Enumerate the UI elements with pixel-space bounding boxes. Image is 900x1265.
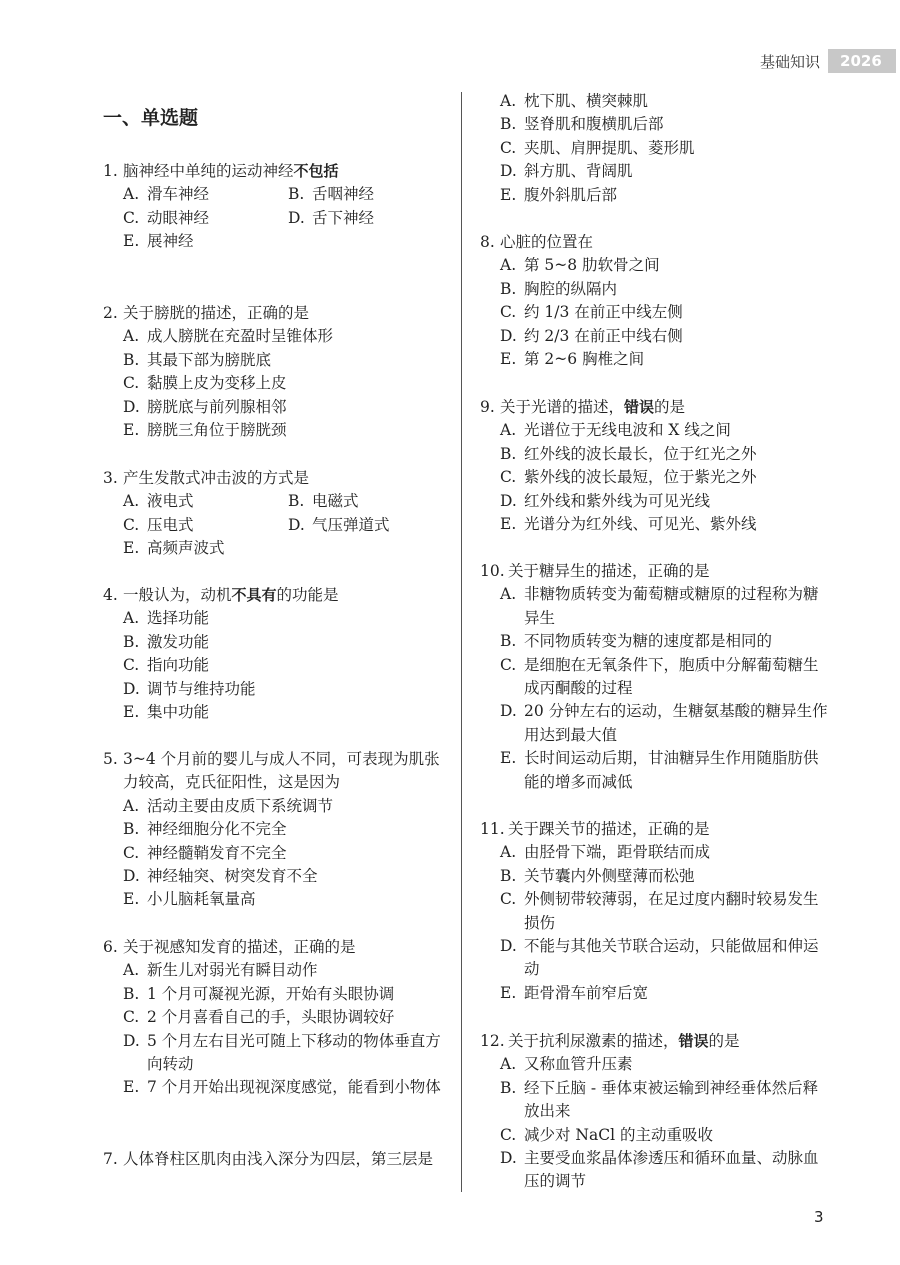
question-text xyxy=(123,160,453,183)
option-list xyxy=(103,490,453,560)
question-item xyxy=(103,748,453,912)
option-key: C. xyxy=(123,1008,140,1027)
answer-option[interactable] xyxy=(500,254,832,277)
option-text: 激发功能 xyxy=(147,632,210,651)
option-text: 关节囊内外侧壁薄而松弛 xyxy=(524,866,695,885)
option-text: 外侧韧带较薄弱，在足过度内翻时较易发生损伤 xyxy=(524,890,819,932)
option-key: B. xyxy=(123,350,140,369)
option-text: 舌下神经 xyxy=(312,208,375,227)
question-number: 4. xyxy=(103,586,118,604)
question-number: 3. xyxy=(103,469,118,487)
option-text: 长时间运动后期，甘油糖异生作用随脂肪供能的增多而减低 xyxy=(524,749,819,791)
question-item xyxy=(103,936,453,1100)
answer-option[interactable] xyxy=(500,888,832,935)
option-key: E. xyxy=(123,421,140,440)
option-key: A. xyxy=(123,327,140,346)
question-stem xyxy=(480,818,832,841)
answer-option[interactable] xyxy=(500,1053,832,1076)
option-key: D. xyxy=(288,515,305,534)
answer-option[interactable] xyxy=(123,325,453,348)
option-text: 竖脊肌和腹横肌后部 xyxy=(524,115,664,134)
option-key: C. xyxy=(500,468,517,487)
answer-option[interactable] xyxy=(288,514,453,537)
question-number: 2. xyxy=(103,304,118,322)
question-item xyxy=(480,560,832,794)
question-number: 6. xyxy=(103,938,118,956)
question-stem xyxy=(480,1030,832,1053)
question-stem xyxy=(103,748,453,795)
option-key: E. xyxy=(500,350,517,369)
question-emphasis: 不包括 xyxy=(293,162,339,180)
option-key: C. xyxy=(123,515,140,534)
answer-option[interactable] xyxy=(123,514,288,537)
answer-option[interactable] xyxy=(123,607,453,630)
option-key: A. xyxy=(500,256,517,275)
question-stem xyxy=(103,160,453,183)
question-number: 12. xyxy=(480,1032,505,1050)
option-key: E. xyxy=(500,983,517,1002)
answer-option[interactable] xyxy=(123,888,453,911)
answer-option[interactable] xyxy=(123,842,453,865)
question-item xyxy=(103,467,453,561)
option-key: B. xyxy=(500,115,517,134)
answer-option[interactable] xyxy=(500,700,832,747)
option-text: 电磁式 xyxy=(312,492,359,511)
question-stem xyxy=(480,560,832,583)
answer-option[interactable] xyxy=(123,1006,453,1029)
question-number: 5. xyxy=(103,750,118,768)
answer-option[interactable] xyxy=(123,818,453,841)
question-item xyxy=(480,818,832,1005)
option-key: D. xyxy=(123,679,140,698)
option-key: D. xyxy=(500,162,517,181)
option-key: B. xyxy=(123,820,140,839)
option-text: 经下丘脑 - 垂体束被运输到神经垂体然后释放出来 xyxy=(524,1078,819,1121)
answer-option[interactable] xyxy=(123,701,453,724)
option-key: E. xyxy=(123,539,140,558)
answer-option[interactable] xyxy=(288,183,453,206)
option-key: D. xyxy=(123,1031,140,1050)
option-list xyxy=(480,841,832,1005)
answer-option[interactable] xyxy=(500,137,832,160)
question-number: 1. xyxy=(103,162,118,180)
answer-option[interactable] xyxy=(123,1076,453,1099)
option-text: 神经髓鞘发育不完全 xyxy=(147,843,287,862)
question-number: 9. xyxy=(480,398,495,416)
option-text: 主要受血浆晶体渗透压和循环血量、动脉血压的调节 xyxy=(524,1149,819,1191)
option-key: C. xyxy=(123,656,140,675)
question-text xyxy=(123,584,453,607)
option-text: 1 个月可凝视光源，开始有头眼协调 xyxy=(147,984,395,1003)
question-text-pre: 3~4 个月前的婴儿与成人不同，可表现为肌张力较高，克氏征阳性，这是因为 xyxy=(123,750,440,792)
question-stem xyxy=(103,1148,453,1171)
option-text: 神经轴突、树突发育不全 xyxy=(147,867,318,886)
option-text: 小儿脑耗氧量高 xyxy=(147,890,256,909)
question-text xyxy=(123,748,453,795)
option-key: A. xyxy=(500,585,517,604)
answer-option[interactable] xyxy=(500,982,832,1005)
question-text xyxy=(508,1030,832,1053)
running-header xyxy=(760,48,896,74)
question-text xyxy=(500,396,832,419)
question-number: 10. xyxy=(480,562,505,580)
question-continuation xyxy=(480,90,832,207)
question-text-pre: 心脏的位置在 xyxy=(500,233,594,251)
question-text xyxy=(508,818,832,841)
answer-option[interactable] xyxy=(123,183,288,206)
question-number: 7. xyxy=(103,1150,118,1168)
answer-option[interactable] xyxy=(500,865,832,888)
question-text-pre: 人体脊柱区肌肉由浅入深分为四层，第三层是 xyxy=(123,1150,434,1168)
option-text: 斜方肌、背阔肌 xyxy=(524,162,633,181)
option-text: 活动主要由皮质下系统调节 xyxy=(147,796,334,815)
answer-option[interactable] xyxy=(500,301,832,324)
answer-option[interactable] xyxy=(123,207,288,230)
answer-option[interactable] xyxy=(123,654,453,677)
option-text: 新生儿对弱光有瞬目动作 xyxy=(147,961,318,980)
option-text: 2 个月喜看自己的手，头眼协调较好 xyxy=(147,1008,395,1027)
option-text: 气压弹道式 xyxy=(312,515,390,534)
option-key: A. xyxy=(500,1055,517,1074)
question-item xyxy=(103,160,453,254)
answer-option[interactable] xyxy=(500,630,832,653)
question-text-pre: 关于糖异生的描述，正确的是 xyxy=(508,562,710,580)
option-key: D. xyxy=(123,867,140,886)
option-key: D. xyxy=(500,1149,517,1168)
option-key: C. xyxy=(500,890,517,909)
book-title: 基础知识 xyxy=(760,52,821,71)
option-key: A. xyxy=(123,492,140,511)
option-text: 展神经 xyxy=(147,232,194,251)
answer-option[interactable] xyxy=(288,207,453,230)
question-text-post: 的是 xyxy=(654,398,686,416)
question-stem xyxy=(103,467,453,490)
question-text xyxy=(123,302,453,325)
answer-option[interactable] xyxy=(500,443,832,466)
option-key: A. xyxy=(500,843,517,862)
question-text-pre: 关于视感知发育的描述，正确的是 xyxy=(123,938,356,956)
option-list xyxy=(103,607,453,724)
option-text: 紫外线的波长最短，位于紫光之外 xyxy=(524,468,757,487)
answer-option[interactable] xyxy=(123,865,453,888)
question-text-pre: 脑神经中单纯的运动神经 xyxy=(123,162,294,180)
answer-option[interactable] xyxy=(500,1147,832,1194)
option-text: 7 个月开始出现视深度感觉，能看到小物体 xyxy=(147,1078,441,1097)
option-key: C. xyxy=(500,138,517,157)
answer-option[interactable] xyxy=(123,396,453,419)
option-text: 腹外斜肌后部 xyxy=(524,185,618,204)
question-text xyxy=(123,467,453,490)
option-key: B. xyxy=(123,984,140,1003)
page-number: 3 xyxy=(814,1208,824,1226)
option-text: 5 个月左右目光可随上下移动的物体垂直方向转动 xyxy=(147,1031,441,1074)
option-key: B. xyxy=(288,185,305,204)
question-emphasis: 错误 xyxy=(678,1032,709,1050)
question-stem xyxy=(480,396,832,419)
option-key: E. xyxy=(500,749,517,768)
question-text xyxy=(123,1148,453,1171)
answer-option[interactable] xyxy=(500,325,832,348)
question-number: 11. xyxy=(480,820,505,838)
answer-option[interactable] xyxy=(123,631,453,654)
option-list xyxy=(103,325,453,442)
option-key: C. xyxy=(123,843,140,862)
option-key: E. xyxy=(123,890,140,909)
question-text-pre: 关于膀胱的描述，正确的是 xyxy=(123,304,310,322)
option-text: 黏膜上皮为变移上皮 xyxy=(147,374,287,393)
option-text: 高频声波式 xyxy=(147,539,225,558)
option-list xyxy=(103,959,453,1099)
section-title: 一、单选题 xyxy=(103,107,199,129)
option-key: A. xyxy=(500,421,517,440)
answer-option[interactable] xyxy=(500,160,832,183)
option-text: 枕下肌、横突棘肌 xyxy=(524,92,649,110)
answer-option[interactable] xyxy=(123,230,288,253)
question-item xyxy=(480,1030,832,1194)
answer-option[interactable] xyxy=(123,419,453,442)
answer-option[interactable] xyxy=(500,278,832,301)
answer-option[interactable] xyxy=(500,113,832,136)
answer-option[interactable] xyxy=(500,1124,832,1147)
option-text: 第 5~8 肋软骨之间 xyxy=(524,256,660,275)
question-emphasis: 错误 xyxy=(624,398,655,416)
column-divider xyxy=(461,92,462,1192)
question-stem xyxy=(103,936,453,959)
option-text: 动眼神经 xyxy=(147,208,210,227)
question-text-pre: 关于踝关节的描述，正确的是 xyxy=(508,820,710,838)
answer-option[interactable] xyxy=(500,348,832,371)
option-text: 液电式 xyxy=(147,492,194,511)
option-text: 指向功能 xyxy=(147,656,210,675)
option-text: 压电式 xyxy=(147,515,194,534)
option-key: D. xyxy=(123,397,140,416)
continuation-wrap xyxy=(480,90,832,207)
option-text: 膀胱三角位于膀胱颈 xyxy=(147,421,287,440)
question-text-post: 的功能是 xyxy=(276,586,339,604)
question-text-pre: 关于光谱的描述， xyxy=(500,398,625,416)
option-key: D. xyxy=(500,937,517,956)
option-text: 红外线的波长最长，位于红光之外 xyxy=(524,444,757,463)
answer-option[interactable] xyxy=(500,935,832,982)
option-key: D. xyxy=(500,326,517,345)
answer-option[interactable] xyxy=(123,983,453,1006)
option-text: 约 2/3 在前正中线右侧 xyxy=(524,326,683,345)
question-text xyxy=(508,560,832,583)
question-text-pre: 关于抗利尿激素的描述， xyxy=(508,1032,679,1050)
option-text: 选择功能 xyxy=(147,609,210,628)
option-list xyxy=(480,419,832,536)
option-list xyxy=(480,90,832,207)
option-key: B. xyxy=(500,279,517,298)
answer-option[interactable] xyxy=(123,349,453,372)
option-key: D. xyxy=(288,208,305,227)
answer-option[interactable] xyxy=(123,490,288,513)
question-text-post: 的是 xyxy=(708,1032,740,1050)
option-text: 减少对 NaCl 的主动重吸收 xyxy=(524,1125,713,1144)
question-item xyxy=(480,231,832,371)
option-text: 光谱分为红外线、可见光、紫外线 xyxy=(524,515,757,534)
option-text: 集中功能 xyxy=(147,703,210,722)
option-text: 夹肌、肩胛提肌、菱形肌 xyxy=(524,138,695,157)
option-text: 红外线和紫外线为可见光线 xyxy=(524,491,711,510)
option-key: A. xyxy=(123,961,140,980)
option-text: 膀胱底与前列腺相邻 xyxy=(147,397,287,416)
option-key: B. xyxy=(500,444,517,463)
option-key: E. xyxy=(123,1078,140,1097)
question-stem xyxy=(480,231,832,254)
question-item xyxy=(103,302,453,442)
option-key: B. xyxy=(288,492,305,511)
option-text: 非糖物质转变为葡萄糖或糖原的过程称为糖异生 xyxy=(524,585,819,627)
question-text xyxy=(500,231,832,254)
option-text: 第 2~6 胸椎之间 xyxy=(524,350,645,369)
option-list xyxy=(480,583,832,794)
question-emphasis: 不具有 xyxy=(231,586,277,604)
option-text: 胸腔的纵隔内 xyxy=(524,279,618,298)
question-number: 8. xyxy=(480,233,495,251)
option-key: D. xyxy=(500,702,517,721)
option-key: A. xyxy=(123,796,140,815)
question-item xyxy=(480,396,832,536)
question-text-pre: 产生发散式冲击波的方式是 xyxy=(123,469,310,487)
option-text: 20 分钟左右的运动，生糖氨基酸的糖异生作用达到最大值 xyxy=(524,702,828,744)
question-stem xyxy=(103,584,453,607)
option-key: A. xyxy=(123,609,140,628)
option-text: 滑车神经 xyxy=(147,185,210,204)
option-key: B. xyxy=(500,1078,517,1097)
answer-option[interactable] xyxy=(123,678,453,701)
option-text: 约 1/3 在前正中线左侧 xyxy=(524,303,683,322)
question-text-pre: 一般认为，动机 xyxy=(123,586,232,604)
option-key: E. xyxy=(500,515,517,534)
question-item xyxy=(103,584,453,724)
answer-option[interactable] xyxy=(500,1077,832,1124)
option-key: D. xyxy=(500,491,517,510)
option-key: B. xyxy=(500,866,517,885)
option-text: 神经细胞分化不完全 xyxy=(147,820,287,839)
answer-option[interactable] xyxy=(500,747,832,794)
option-text: 调节与维持功能 xyxy=(147,679,256,698)
option-text: 由胫骨下端，距骨联结而成 xyxy=(524,843,711,862)
option-list xyxy=(480,1053,832,1193)
answer-option[interactable] xyxy=(123,372,453,395)
answer-option[interactable] xyxy=(500,513,832,536)
answer-option[interactable] xyxy=(123,795,453,818)
answer-option[interactable] xyxy=(123,1030,453,1077)
option-key: E. xyxy=(123,232,140,251)
option-text: 成人膀胱在充盈时呈锥体形 xyxy=(147,327,334,346)
option-key: C. xyxy=(123,208,140,227)
option-text: 距骨滑车前窄后宽 xyxy=(524,983,649,1002)
option-text: 不同物质转变为糖的速度都是相同的 xyxy=(524,632,773,651)
year-badge: 2026 xyxy=(828,49,896,73)
answer-option[interactable] xyxy=(500,490,832,513)
answer-option[interactable] xyxy=(500,419,832,442)
option-key: B. xyxy=(500,632,517,651)
option-text: 光谱位于无线电波和 X 线之间 xyxy=(524,421,731,440)
answer-option[interactable] xyxy=(123,537,288,560)
option-list xyxy=(103,795,453,912)
option-key: A. xyxy=(500,92,517,110)
option-list xyxy=(103,183,453,253)
option-text: 不能与其他关节联合运动，只能做屈和伸运动 xyxy=(524,937,819,979)
answer-option[interactable] xyxy=(288,490,453,513)
option-key: E. xyxy=(500,185,517,204)
answer-option[interactable] xyxy=(500,466,832,489)
option-text: 是细胞在无氧条件下，胞质中分解葡萄糖生成丙酮酸的过程 xyxy=(524,655,819,698)
option-key: C. xyxy=(500,303,517,322)
answer-option[interactable] xyxy=(500,184,832,207)
option-key: A. xyxy=(123,185,140,204)
question-item xyxy=(103,1148,453,1171)
question-text xyxy=(123,936,453,959)
option-key: E. xyxy=(123,703,140,722)
answer-option[interactable] xyxy=(500,90,832,113)
option-text: 舌咽神经 xyxy=(312,185,375,204)
option-list xyxy=(480,254,832,371)
answer-option[interactable] xyxy=(500,841,832,864)
option-text: 其最下部为膀胱底 xyxy=(147,350,272,369)
option-key: C. xyxy=(123,374,140,393)
answer-option[interactable] xyxy=(123,959,453,982)
answer-option[interactable] xyxy=(500,583,832,630)
option-key: C. xyxy=(500,655,517,674)
option-key: C. xyxy=(500,1125,517,1144)
answer-option[interactable] xyxy=(500,654,832,701)
option-text: 又称血管升压素 xyxy=(524,1055,633,1074)
question-stem xyxy=(103,302,453,325)
option-key: B. xyxy=(123,632,140,651)
